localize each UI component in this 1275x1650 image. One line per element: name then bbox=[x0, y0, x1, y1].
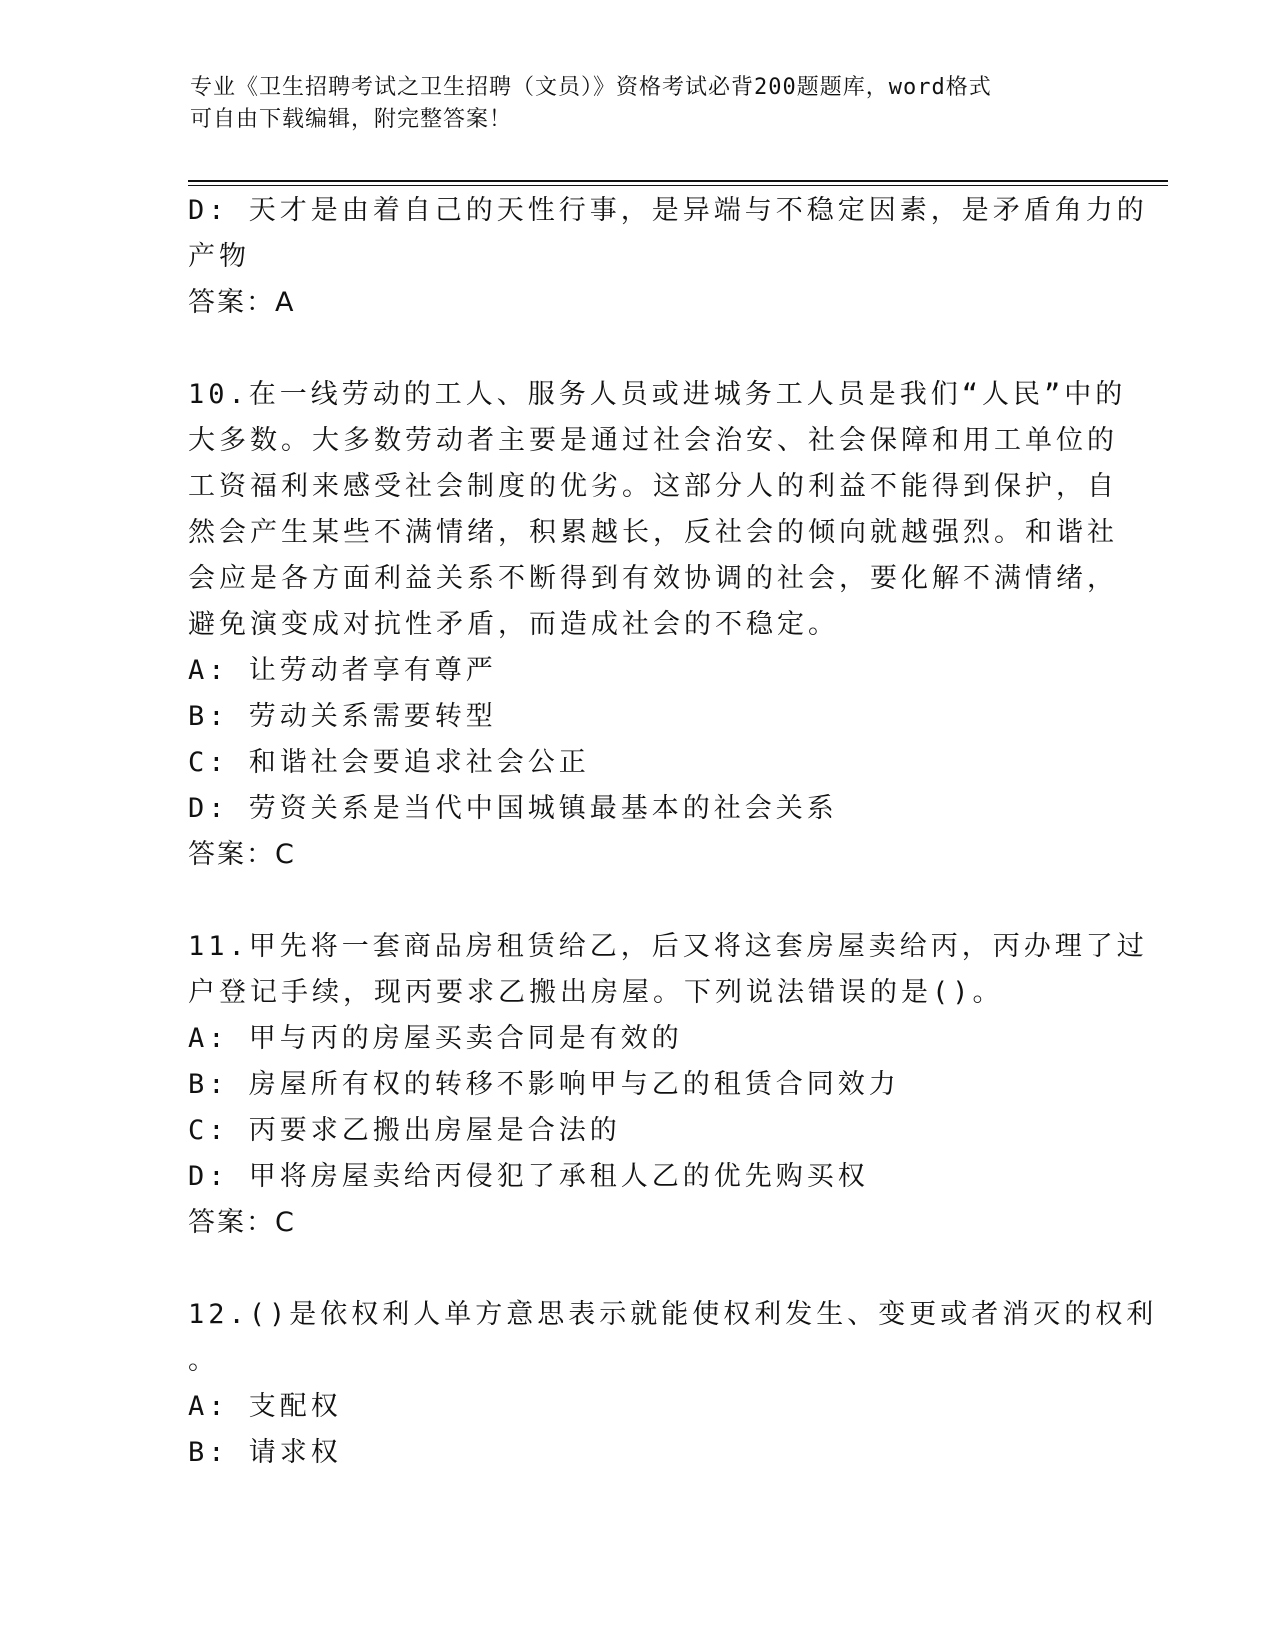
spacer bbox=[188, 878, 1088, 924]
spacer bbox=[188, 1246, 1088, 1292]
option-d: D: 甲将房屋卖给丙侵犯了承租人乙的优先购买权 bbox=[188, 1161, 869, 1192]
question-10 bbox=[188, 372, 1127, 878]
answer-line: 答案：A bbox=[188, 287, 296, 318]
question-text-line: 。 bbox=[188, 1345, 219, 1376]
question-text-line: 12.()是依权利人单方意思表示就能使权利发生、变更或者消灭的权利 bbox=[188, 1299, 1158, 1330]
option-b: B: 房屋所有权的转移不影响甲与乙的租赁合同效力 bbox=[188, 1069, 900, 1100]
header-line-2: 可自由下载编辑，附完整答案！ bbox=[190, 107, 513, 132]
answer-line: 答案：C bbox=[188, 1207, 296, 1238]
document-header bbox=[190, 72, 1090, 136]
question-text-line: 工资福利来感受社会制度的优劣。这部分人的利益不能得到保护，自 bbox=[188, 471, 1118, 502]
option-a: A: 支配权 bbox=[188, 1391, 342, 1422]
option-c: C: 丙要求乙搬出房屋是合法的 bbox=[188, 1115, 621, 1146]
question-text-line: 11.甲先将一套商品房租赁给乙，后又将这套房屋卖给丙，丙办理了过 bbox=[188, 931, 1148, 962]
spacer bbox=[188, 326, 1088, 372]
option-b: B: 请求权 bbox=[188, 1437, 342, 1468]
question-text-line: 会应是各方面利益关系不断得到有效协调的社会，要化解不满情绪， bbox=[188, 563, 1118, 594]
option-d: D: 天才是由着自己的天性行事，是异端与不稳定因素，是矛盾角力的 bbox=[188, 195, 1148, 226]
question-text-line: 户登记手续，现丙要求乙搬出房屋。下列说法错误的是()。 bbox=[188, 977, 1004, 1008]
option-b: B: 劳动关系需要转型 bbox=[188, 701, 497, 732]
option-d: D: 劳资关系是当代中国城镇最基本的社会关系 bbox=[188, 793, 838, 824]
question-text-line: 然会产生某些不满情绪，积累越长，反社会的倾向就越强烈。和谐社 bbox=[188, 517, 1118, 548]
answer-line: 答案：C bbox=[188, 839, 296, 870]
question-content bbox=[188, 188, 1158, 1476]
header-rule-thin bbox=[188, 185, 1168, 186]
question-text-line: 大多数。大多数劳动者主要是通过社会治安、社会保障和用工单位的 bbox=[188, 425, 1118, 456]
header-line-1: 专业《卫生招聘考试之卫生招聘（文员）》资格考试必背200题题库，word格式 bbox=[190, 75, 992, 100]
option-c: C: 和谐社会要追求社会公正 bbox=[188, 747, 590, 778]
option-a: A: 甲与丙的房屋买卖合同是有效的 bbox=[188, 1023, 683, 1054]
previous-question-tail bbox=[188, 188, 1148, 326]
question-12 bbox=[188, 1292, 1158, 1476]
option-a: A: 让劳动者享有尊严 bbox=[188, 655, 497, 686]
option-d-continued: 产物 bbox=[188, 241, 250, 272]
header-rule-thick bbox=[188, 180, 1168, 182]
question-text-line: 10.在一线劳动的工人、服务人员或进城务工人员是我们“人民”中的 bbox=[188, 379, 1127, 410]
question-text-line: 避免演变成对抗性矛盾，而造成社会的不稳定。 bbox=[188, 609, 839, 640]
question-11 bbox=[188, 924, 1148, 1246]
